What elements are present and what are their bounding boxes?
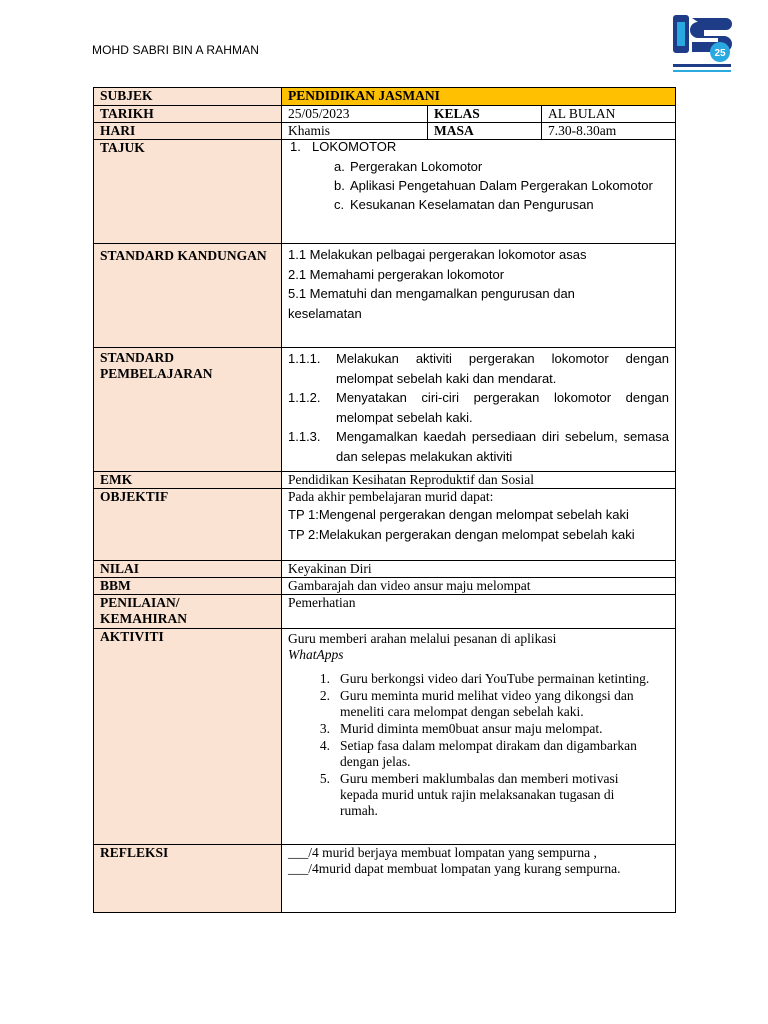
value-tajuk <box>282 140 676 244</box>
row-standard-kandungan <box>94 244 676 348</box>
lesson-plan-table <box>93 87 676 913</box>
row-tarikh <box>94 106 676 123</box>
list-item: 1.1.2. Menyatakan ciri-ciri pergerakan lokomotor dengan melompat sebelah kaki. <box>288 390 670 425</box>
label-nilai: NILAI <box>94 561 282 578</box>
school-logo <box>670 12 734 76</box>
tajuk-main-num: 1. <box>290 139 301 154</box>
list-item: 1.1.1. Melakukan aktiviti pergerakan lokomotor dengan melompat sebelah kaki dan mendarat. <box>288 351 670 386</box>
list-item: 5.1 Mematuhi dan mengamalkan pengurusan dan keselamatan <box>288 286 575 321</box>
list-item: 2. Guru meminta murid melihat video yang dikongsi dan meneliti cara melompat dengan sebelah kaki. <box>319 688 634 719</box>
aktiviti-intro: Guru memberi arahan melalui pesanan di aplikasi WhatApps <box>288 631 557 662</box>
list-item: TP 2:Melakukan pergerakan dengan melompat sebelah kaki <box>288 527 635 542</box>
row-nilai <box>94 561 676 578</box>
aktiviti-list <box>288 671 669 819</box>
label-tajuk: TAJUK <box>94 140 282 244</box>
value-kelas: AL BULAN <box>542 106 676 123</box>
row-subjek <box>94 88 676 106</box>
list-item: 1.1.3. Mengamalkan kaedah persediaan diri sebelum, semasa dan selepas melakukan aktiviti <box>288 429 670 464</box>
row-penilaian <box>94 595 676 629</box>
row-refleksi <box>94 845 676 913</box>
value-tarikh: 25/05/2023 <box>282 106 428 123</box>
value-standard-pembelajaran <box>282 348 676 472</box>
value-penilaian: Pemerhatian <box>282 595 676 629</box>
tajuk-sub-list <box>288 157 669 214</box>
label-tarikh: TARIKH <box>94 106 282 123</box>
aktiviti-app-name: WhatApps <box>288 647 344 662</box>
list-item: 3. Murid diminta mem0buat ansur maju melompat. <box>319 721 603 736</box>
list-item: c. Kesukanan Keselamatan dan Pengurusan <box>334 197 594 212</box>
label-kelas: KELAS <box>428 106 542 123</box>
label-bbm: BBM <box>94 578 282 595</box>
value-hari: Khamis <box>282 123 428 140</box>
row-standard-pembelajaran <box>94 348 676 472</box>
label-penilaian: PENILAIAN/ KEMAHIRAN <box>94 595 282 629</box>
objektif-intro: Pada akhir pembelajaran murid dapat: <box>288 489 494 504</box>
list-item: b. Aplikasi Pengetahuan Dalam Pergerakan Lokomotor <box>334 178 653 193</box>
row-aktiviti <box>94 629 676 845</box>
value-emk: Pendidikan Kesihatan Reproduktif dan Sosial <box>282 472 676 489</box>
row-tajuk <box>94 140 676 244</box>
row-bbm <box>94 578 676 595</box>
logo-number: 25 <box>714 48 726 59</box>
label-objektif: OBJEKTIF <box>94 489 282 561</box>
list-item: 1. Guru berkongsi video dari YouTube permainan ketinting. <box>319 671 650 686</box>
list-item: 2.1 Memahami pergerakan lokomotor <box>288 266 505 282</box>
row-hari <box>94 123 676 140</box>
value-standard-kandungan <box>282 244 676 348</box>
value-refleksi: ___/4 murid berjaya membuat lompatan yang sempurna , ___/4murid dapat membuat lompatan yang kurang sempurna. <box>282 845 676 913</box>
label-refleksi: REFLEKSI <box>94 845 282 913</box>
value-bbm: Gambarajah dan video ansur maju melompat <box>282 578 676 595</box>
list-item: a. Pergerakan Lokomotor <box>334 159 483 174</box>
list-item: 4. Setiap fasa dalam melompat dirakam dan digambarkan dengan jelas. <box>319 738 637 769</box>
value-nilai: Keyakinan Diri <box>282 561 676 578</box>
row-objektif <box>94 489 676 561</box>
label-aktiviti: AKTIVITI <box>94 629 282 845</box>
label-hari: HARI <box>94 123 282 140</box>
label-emk: EMK <box>94 472 282 489</box>
value-objektif <box>282 489 676 561</box>
list-item: 5. Guru memberi maklumbalas dan memberi motivasi kepada murid untuk rajin melaksanakan tugasan di rumah. <box>319 771 619 818</box>
value-masa: 7.30-8.30am <box>542 123 676 140</box>
value-subjek: PENDIDIKAN JASMANI <box>282 88 676 106</box>
value-aktiviti <box>282 629 676 845</box>
tajuk-main-text: LOKOMOTOR <box>312 139 397 154</box>
label-masa: MASA <box>428 123 542 140</box>
list-item: TP 1:Mengenal pergerakan dengan melompat sebelah kaki <box>288 507 629 522</box>
label-subjek: SUBJEK <box>94 88 282 106</box>
label-standard-kandungan: STANDARD KANDUNGAN <box>94 244 282 348</box>
row-emk <box>94 472 676 489</box>
teacher-name: MOHD SABRI BIN A RAHMAN <box>92 43 259 57</box>
list-item: 1.1 Melakukan pelbagai pergerakan lokomotor asas <box>288 247 587 262</box>
label-standard-pembelajaran: STANDARD PEMBELAJARAN <box>94 348 282 472</box>
